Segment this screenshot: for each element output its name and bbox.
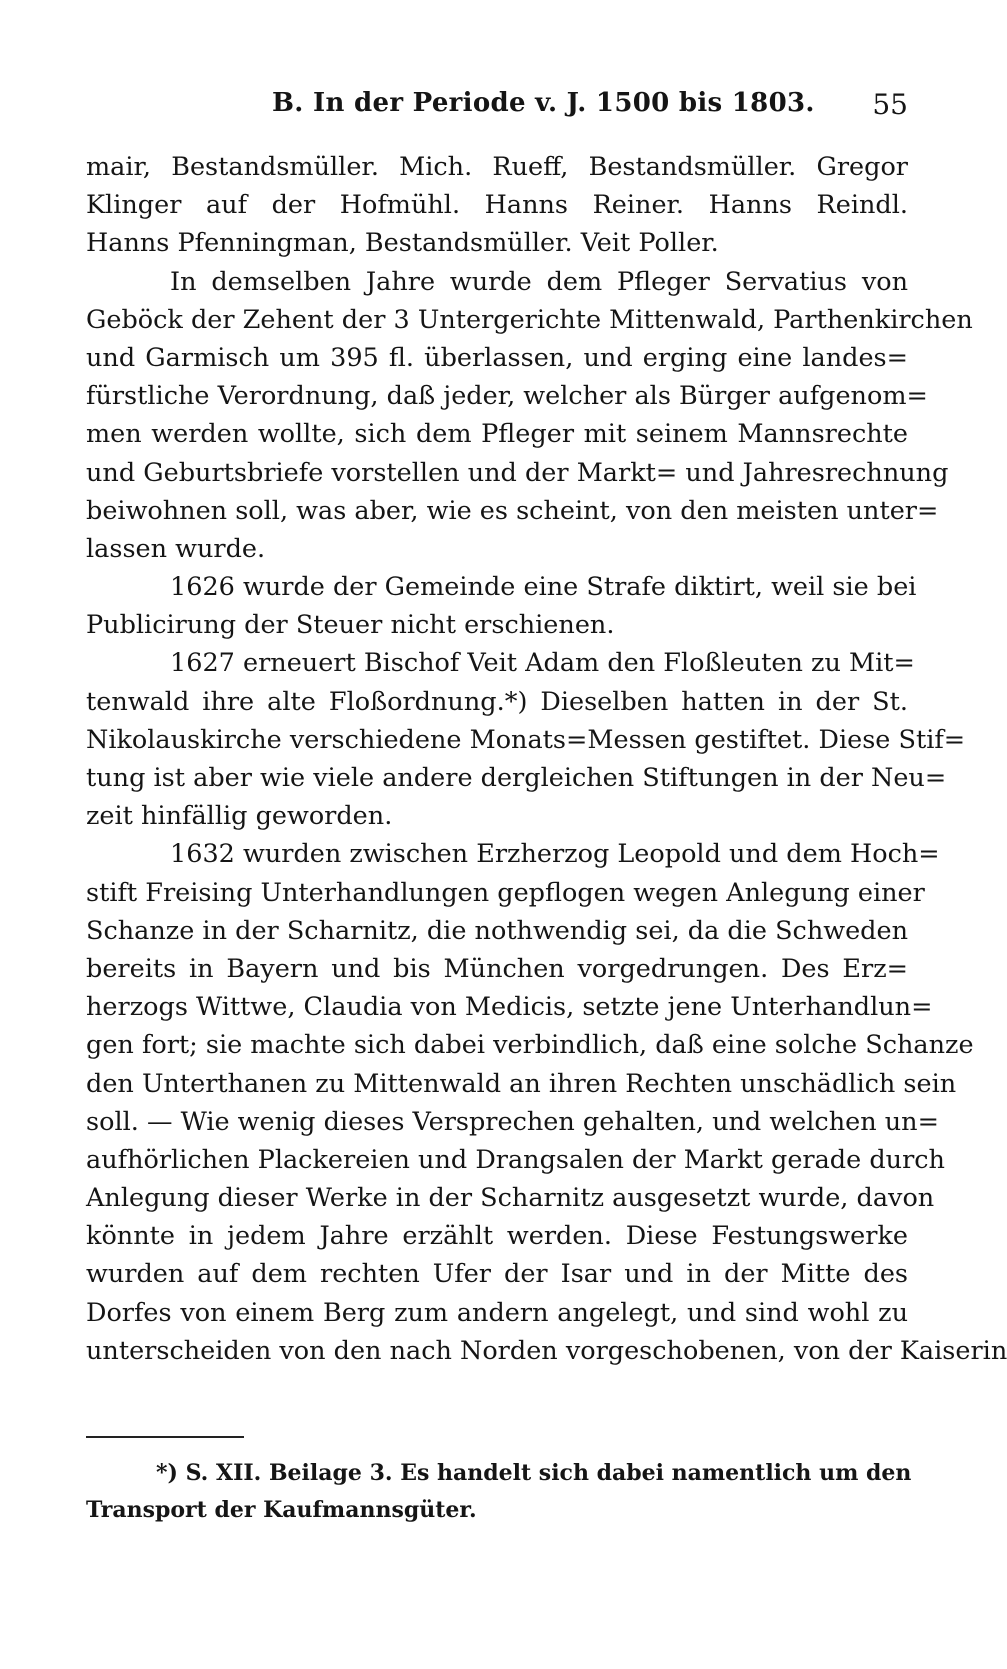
text-line: gen fort; sie machte sich dabei verbindlich, daß eine solche Schanze [86, 1030, 974, 1061]
text-line: beiwohnen soll, was aber, wie es scheint, von den meisten unter= [86, 495, 939, 526]
text-line: 1626 wurde der Gemeinde eine Strafe diktirt, weil sie bei [170, 572, 917, 603]
text-line: und Garmisch um 395 fl. überlassen, und erging eine landes= [86, 342, 908, 373]
text-line: 1632 wurden zwischen Erzherzog Leopold und dem Hoch= [170, 839, 940, 870]
text-line: Nikolauskirche verschiedene Monats=Messen gestiftet. Diese Stif= [86, 724, 966, 755]
footnote-line: Transport der Kaufmannsgüter. [86, 1497, 477, 1523]
text-line: könnte in jedem Jahre erzählt werden. Diese Festungswerke [86, 1221, 908, 1252]
text-line: Hanns Pfenningman, Bestandsmüller. Veit Poller. [86, 228, 719, 259]
text-line: men werden wollte, sich dem Pfleger mit seinem Mannsrechte [86, 419, 908, 450]
running-header [86, 88, 908, 128]
footnote-divider [86, 1436, 244, 1438]
text-line: Klinger auf der Hofmühl. Hanns Reiner. Hanns Reindl. [86, 190, 908, 221]
text-line: tung ist aber wie viele andere dergleichen Stiftungen in der Neu= [86, 763, 947, 793]
footnote [86, 1455, 912, 1529]
text-line: lassen wurde. [86, 533, 266, 564]
body-text [86, 148, 1007, 1370]
page-number: 55 [872, 88, 908, 121]
footnote-line: *) S. XII. Beilage 3. Es handelt sich dabei namentlich um den [156, 1460, 912, 1486]
text-line: und Geburtsbriefe vorstellen und der Markt= und Jahresrechnung [86, 457, 949, 488]
text-line: den Unterthanen zu Mittenwald an ihren Rechten unschädlich sein [86, 1068, 957, 1099]
text-line: soll. — Wie wenig dieses Versprechen gehalten, und welchen un= [86, 1106, 939, 1137]
running-header-title: B. In der Periode v. J. 1500 bis 1803. [272, 88, 815, 118]
text-line: stift Freising Unterhandlungen gepflogen wegen Anlegung einer [86, 877, 925, 908]
text-line: In demselben Jahre wurde dem Pfleger Servatius von [170, 266, 908, 297]
text-line: Geböck der Zehent der 3 Untergerichte Mittenwald, Parthenkirchen [86, 304, 973, 335]
text-line: fürstliche Verordnung, daß jeder, welcher als Bürger aufgenom= [86, 381, 928, 412]
text-line: Publicirung der Steuer nicht erschienen. [86, 610, 615, 641]
text-line: Dorfes von einem Berg zum andern angelegt, und sind wohl zu [86, 1297, 908, 1328]
text-line: aufhörlichen Plackereien und Drangsalen der Markt gerade durch [86, 1144, 945, 1175]
text-line: tenwald ihre alte Floßordnung.*) Dieselben hatten in der St. [86, 686, 908, 717]
text-line: 1627 erneuert Bischof Veit Adam den Floßleuten zu Mit= [170, 648, 915, 679]
text-line: bereits in Bayern und bis München vorgedrungen. Des Erz= [86, 953, 908, 984]
text-line: mair, Bestandsmüller. Mich. Rueff, Bestandsmüller. Gregor [86, 152, 908, 182]
text-line: wurden auf dem rechten Ufer der Isar und in der Mitte des [86, 1259, 908, 1290]
text-line: Schanze in der Scharnitz, die nothwendig sei, da die Schweden [86, 915, 909, 946]
text-line: unterscheiden von den nach Norden vorgeschobenen, von der Kaiserin [86, 1335, 1007, 1366]
text-line: zeit hinfällig geworden. [86, 801, 393, 832]
text-line: herzogs Wittwe, Claudia von Medicis, setzte jene Unterhandlun= [86, 992, 933, 1023]
text-line: Anlegung dieser Werke in der Scharnitz ausgesetzt wurde, davon [86, 1183, 935, 1214]
